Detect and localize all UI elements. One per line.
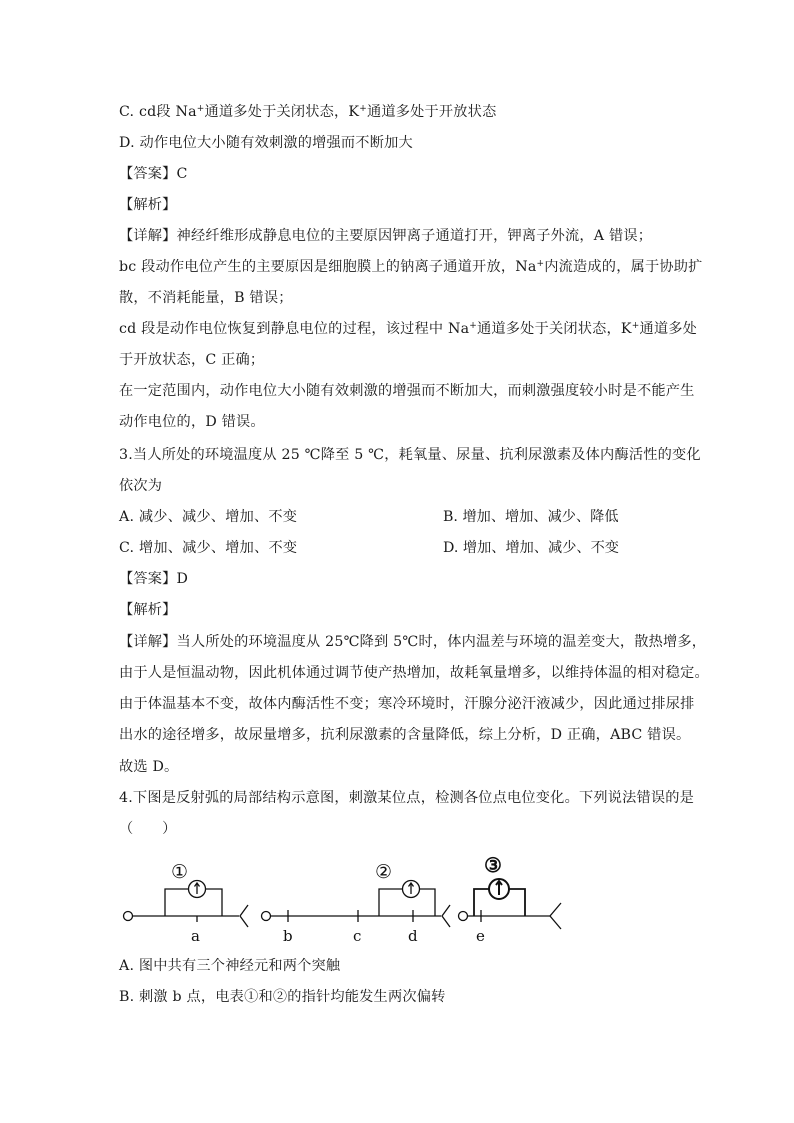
neuron-3-cell-body: [459, 912, 468, 921]
q2-detail-7: 动作电位的，D 错误。: [119, 414, 265, 430]
q3-detail-2: 由于人是恒温动物，因此机体通过调节使产热增加，故耗氧量增多，以维持体温的相对稳定。: [119, 665, 709, 681]
q4-option-a: A. 图中共有三个神经元和两个突触: [119, 958, 341, 974]
synapse-2-terminal: [442, 905, 450, 927]
q2-analysis-title: 【解析】: [119, 197, 177, 213]
reflex-arc-diagram: [115, 848, 585, 948]
point-b-label: b: [283, 927, 293, 945]
point-d-label: d: [408, 927, 418, 945]
q2-detail-2: bc 段动作电位产生的主要原因是细胞膜上的钠离子通道开放，Na+内流造成的，属于协助扩: [119, 259, 703, 275]
q2-option-c: C. cd段 Na+通道多处于关闭状态，K+通道多处于开放状态: [119, 104, 497, 120]
q2-detail-6: 在一定范围内，动作电位大小随有效刺激的增强而不断加大，而刺激强度较小时是不能产生: [119, 383, 695, 399]
q2-detail-5: 于开放状态，C 正确；: [119, 352, 265, 368]
point-a-label: a: [191, 927, 200, 945]
q3-option-d: D. 增加、增加、减少、不变: [443, 540, 619, 556]
q2-detail-1: 【详解】神经纤维形成静息电位的主要原因钾离子通道打开，钾离子外流，A 错误；: [119, 228, 653, 244]
q3-stem-line-2: 依次为: [119, 478, 163, 494]
q3-option-a: A. 减少、减少、增加、不变: [119, 509, 298, 525]
meter-1-label: ①: [171, 861, 189, 883]
q3-option-b: B. 增加、增加、减少、降低: [443, 509, 619, 525]
point-e-label: e: [476, 927, 485, 945]
neuron-2-cell-body: [262, 912, 271, 921]
meter-2-label: ②: [375, 861, 393, 883]
q3-detail-1: 【详解】当人所处的环境温度从 25℃降到 5℃时，体内温差与环境的温差变大，散热增多，: [119, 634, 707, 650]
neuron-1-cell-body: [124, 912, 133, 921]
q4-stem-line-2: （ ）: [119, 821, 177, 837]
q4-option-b: B. 刺激 b 点，电表①和②的指针均能发生两次偏转: [119, 989, 446, 1005]
q3-detail-4: 出水的途径增多，故尿量增多，抗利尿激素的含量降低，综上分析，D 正确，ABC 错误。: [119, 727, 691, 743]
q2-answer: 【答案】C: [119, 166, 188, 182]
q4-stem-line-1: 4.下图是反射弧的局部结构示意图，刺激某位点，检测各位点电位变化。下列说法错误的是: [119, 790, 695, 806]
q3-answer: 【答案】D: [119, 571, 189, 587]
q3-stem-line-1: 3.当人所处的环境温度从 25 ℃降至 5 ℃，耗氧量、尿量、抗利尿激素及体内酶活性的变化: [119, 447, 701, 463]
q3-analysis-title: 【解析】: [119, 602, 177, 618]
q2-detail-3: 散，不消耗能量，B 错误；: [119, 290, 293, 306]
meter-3-label: ③: [484, 853, 502, 877]
neuron-3-terminal: [550, 903, 561, 929]
q2-option-d: D. 动作电位大小随有效刺激的增强而不断加大: [119, 135, 413, 151]
q2-detail-4: cd 段是动作电位恢复到静息电位的过程，该过程中 Na+通道多处于关闭状态，K+通道多处: [119, 321, 698, 337]
q3-detail-3: 由于体温基本不变，故体内酶活性不变；寒冷环境时，汗腺分泌汗液减少，因此通过排尿排: [119, 696, 695, 712]
point-c-label: c: [353, 927, 362, 945]
synapse-1-terminal: [240, 905, 248, 927]
q3-option-c: C. 增加、减少、增加、不变: [119, 540, 298, 556]
q3-detail-5: 故选 D。: [119, 759, 179, 775]
